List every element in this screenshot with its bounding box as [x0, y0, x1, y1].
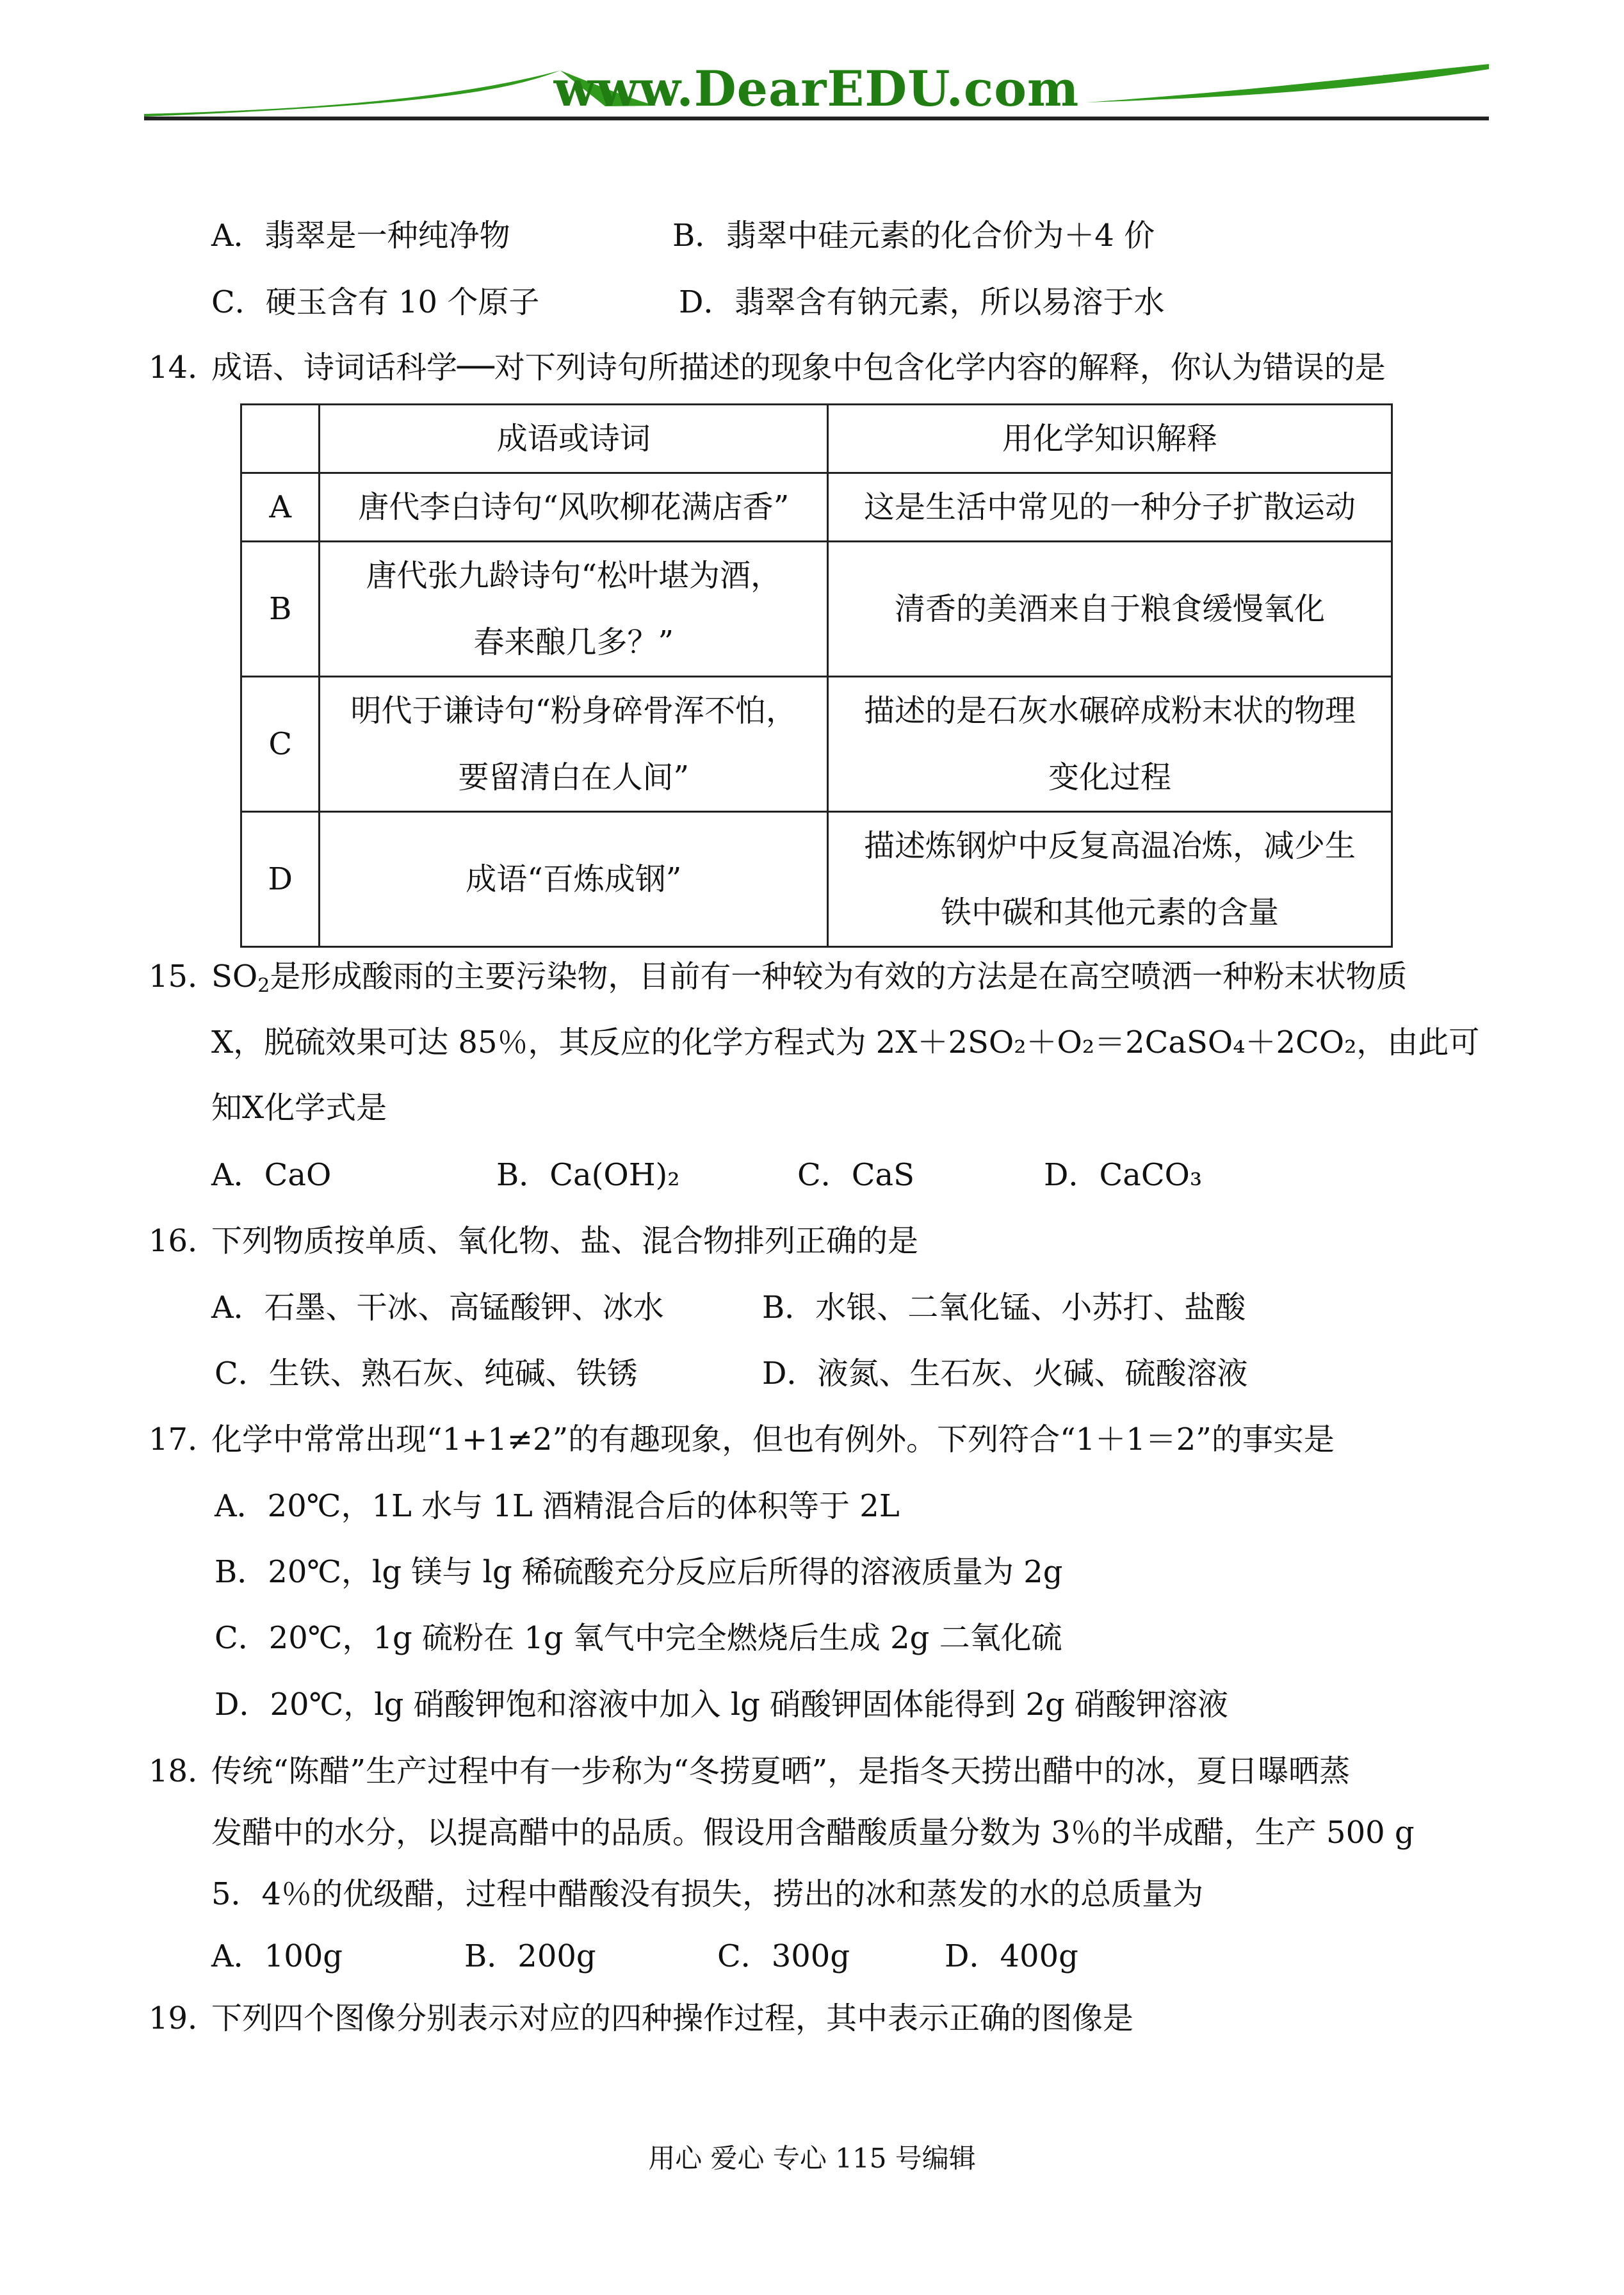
row-label: A — [241, 473, 320, 542]
q18-option-c: C．300g — [717, 1938, 850, 1974]
q18-line-1: 传统“陈醋”生产过程中有一步称为“冬捞夏晒”，是指冬天捞出醋中的冰，夏日曝晒蒸 — [211, 1753, 1351, 1789]
q18-line-3: 5．4％的优级醋，过程中醋酸没有损失，捞出的冰和蒸发的水的总质量为 — [211, 1876, 1204, 1912]
row-label: C — [241, 677, 320, 812]
q15-line-3: 知X化学式是 — [211, 1090, 387, 1126]
row-poem-line: 春来酿几多？” — [473, 624, 674, 660]
q13-option-a: A．翡翠是一种纯净物 — [211, 218, 510, 254]
q17-option-c: C．20℃，1g 硫粉在 1g 氧气中完全燃烧后生成 2g 二氧化硫 — [215, 1620, 1062, 1656]
row-poem — [320, 677, 828, 812]
page-header — [144, 58, 1489, 128]
row-poem-line: 要留清白在人间” — [458, 759, 690, 795]
table-header-poem: 成语或诗词 — [320, 405, 828, 473]
q16-stem: 下列物质按单质、氧化物、盐、混合物排列正确的是 — [211, 1223, 919, 1259]
q18-option-d: D．400g — [945, 1938, 1078, 1974]
q15-option-a: A．CaO — [211, 1157, 332, 1193]
q15-line-2: X，脱硫效果可达 85％，其反应的化学方程式为 2X＋2SO₂＋O₂＝2CaSO₄＋2CO₂，由此可 — [211, 1025, 1480, 1060]
site-logo-text: www.DearEDU.com — [553, 60, 1080, 117]
row-explain: 这是生活中常见的一种分子扩散运动 — [828, 473, 1392, 542]
row-poem: 唐代李白诗句“风吹柳花满店香” — [320, 473, 828, 542]
q15-line-1 — [211, 957, 1407, 996]
row-label: D — [241, 812, 320, 947]
q17-stem: 化学中常常出现“1+1≠2”的有趣现象，但也有例外。下列符合“1＋1＝2”的事实是 — [211, 1422, 1335, 1457]
table-row — [241, 542, 1392, 677]
q16-option-b: B．水银、二氧化锰、小苏打、盐酸 — [762, 1290, 1246, 1326]
row-explain-line: 描述炼钢炉中反复高温冶炼，减少生 — [864, 828, 1356, 864]
q17-number: 17． — [149, 1422, 219, 1457]
table-row — [241, 473, 1392, 542]
row-explain: 清香的美酒来自于粮食缓慢氧化 — [828, 542, 1392, 677]
q15-option-b: B．Ca(OH)₂ — [496, 1157, 680, 1193]
q15-option-c: C．CaS — [797, 1157, 914, 1193]
q16-option-a: A．石墨、干冰、高锰酸钾、冰水 — [211, 1290, 664, 1326]
page-footer: 用心 爱心 专心 115 号编辑 — [648, 2143, 976, 2174]
table-row — [241, 677, 1392, 812]
row-explain-line: 变化过程 — [1048, 759, 1172, 795]
q17-option-d: D．20℃，lg 硝酸钾饱和溶液中加入 lg 硝酸钾固体能得到 2g 硝酸钾溶液 — [215, 1687, 1228, 1723]
row-explain — [828, 812, 1392, 947]
q15-line-1-text: 是形成酸雨的主要污染物，目前有一种较为有效的方法是在高空喷洒一种粉末状物质 — [270, 959, 1408, 994]
q15-number: 15． — [149, 959, 219, 994]
q14-number: 14． — [149, 350, 219, 385]
q18-number: 18． — [149, 1753, 219, 1789]
row-poem — [320, 542, 828, 677]
row-explain-line: 描述的是石灰水碾碎成粉末状的物理 — [864, 693, 1356, 729]
q13-option-d: D．翡翠含有钠元素，所以易溶于水 — [679, 284, 1165, 320]
q18-line-2: 发醋中的水分，以提高醋中的品质。假设用含醋酸质量分数为 3％的半成醋，生产 500 g — [211, 1815, 1415, 1851]
q19-number: 19． — [149, 2000, 219, 2036]
table-header-row — [241, 405, 1392, 473]
q16-option-d: D．液氮、生石灰、火碱、硫酸溶液 — [762, 1356, 1248, 1391]
row-explain-line: 铁中碳和其他元素的含量 — [941, 895, 1279, 930]
q19-stem: 下列四个图像分别表示对应的四种操作过程，其中表示正确的图像是 — [211, 2000, 1134, 2036]
q15-so-text: SO — [211, 959, 258, 994]
q15-so-subscript: 2 — [257, 975, 270, 997]
table-header-blank — [241, 405, 320, 473]
q14-stem: 成语、诗词话科学──对下列诗句所描述的现象中包含化学内容的解释，你认为错误的是 — [211, 350, 1386, 385]
q17-option-a: A．20℃，1L 水与 1L 酒精混合后的体积等于 2L — [215, 1488, 900, 1524]
q18-option-b: B．200g — [464, 1938, 596, 1974]
q13-option-c: C．硬玉含有 10 个原子 — [211, 284, 540, 320]
table-header-explain: 用化学知识解释 — [828, 405, 1392, 473]
q16-number: 16． — [149, 1223, 219, 1259]
row-label: B — [241, 542, 320, 677]
q14-table — [240, 403, 1393, 948]
row-poem-line: 唐代张九龄诗句“松叶堪为酒， — [366, 558, 782, 594]
row-explain — [828, 677, 1392, 812]
row-poem-line: 明代于谦诗句“粉身碎骨浑不怕， — [350, 693, 797, 729]
q18-option-a: A．100g — [211, 1938, 343, 1974]
q17-option-b: B．20℃，lg 镁与 lg 稀硫酸充分反应后所得的溶液质量为 2g — [215, 1554, 1063, 1590]
row-poem: 成语“百炼成钢” — [320, 812, 828, 947]
q16-option-c: C．生铁、熟石灰、纯碱、铁锈 — [215, 1356, 638, 1391]
table-row — [241, 812, 1392, 947]
q15-option-d: D．CaCO₃ — [1044, 1157, 1203, 1193]
q13-option-b: B．翡翠中硅元素的化合价为＋4 价 — [672, 218, 1155, 254]
